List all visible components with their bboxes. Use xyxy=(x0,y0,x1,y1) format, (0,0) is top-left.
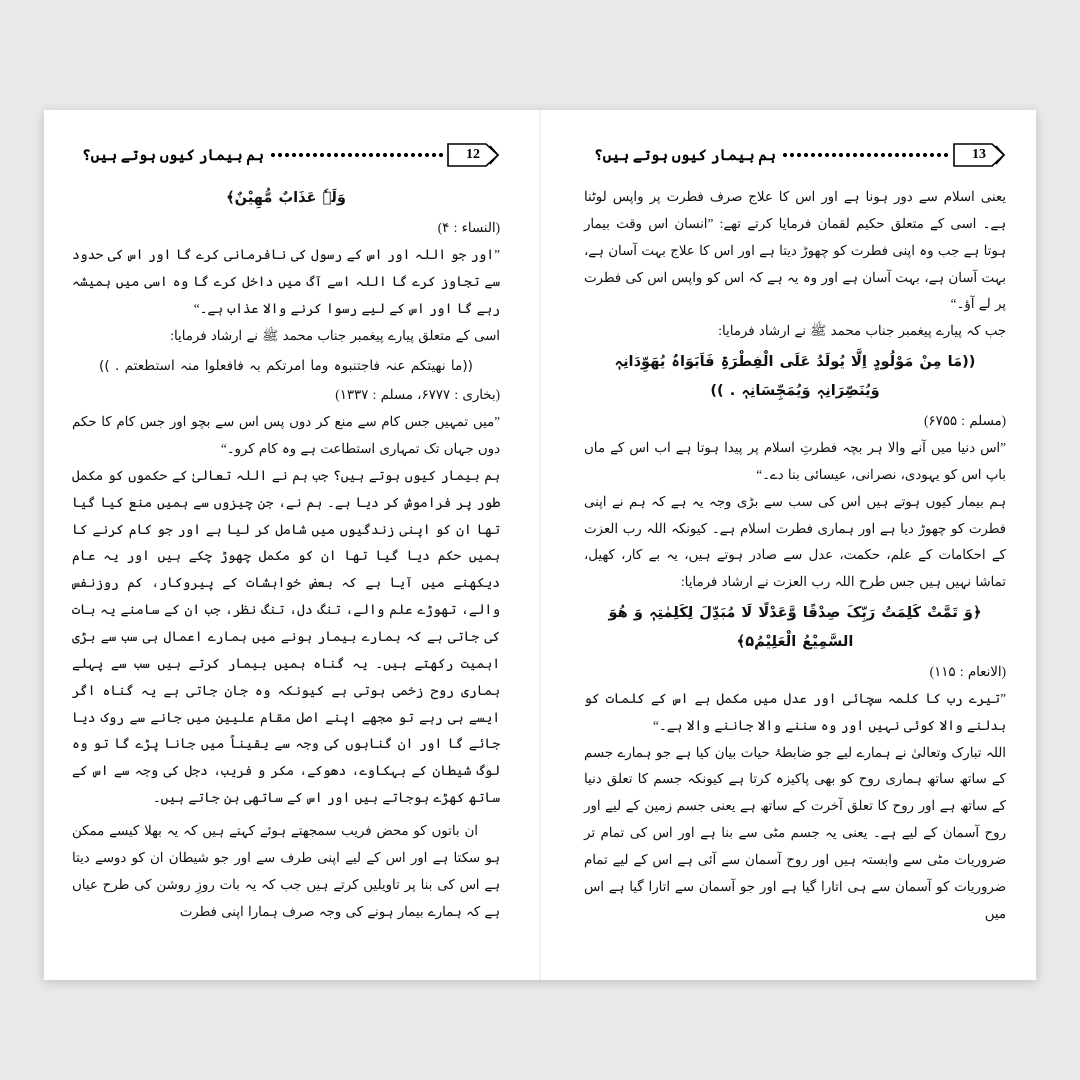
paragraph: ہم بیمار کیوں ہوتے ہیں اس کی سب سے بڑی وجہ یہ ہے کہ ہم نے اپنی فطرت کو چھوڑ دیا ہے اور ہماری فطرت اسلام ہے۔ کیونکہ اللہ رب العزت کے احکامات کے علم، حکمت، عدل سے صادر ہوتے ہیں، یہ بے کار، کھیل، تماشا نہیں ہیں جس طرح اللہ رب العزت نے ارشاد فرمایا: xyxy=(584,493,1006,590)
quran-ayat: ﴿وَ تَمَّتْ کَلِمَتُ رَبِّکَ صِدْقًا وَّعَدْلًا لَا مُبَدِّلَ لِکَلِمٰتِہٖ وَ ھُوَ السَّمِیْعُ الْعَلِیْمُ۵﴾ xyxy=(608,604,982,650)
paragraph: ہم بیمار کیوں ہوتے ہیں؟ جب ہم نے اللہ تعالیٰ کے حکموں کو مکمل طور پر فراموش کر دیا ہے۔ ہم نے، جن چیزوں سے ہمیں منع کیا گیا تھا ان کو اپنی زندگیوں میں شامل کر لیا ہے اور جو کام کرنے کا ہمیں حکم دیا گیا تھا ان کو مکمل چھوڑ چکے ہیں اور یہ عام دیکھنے میں آیا ہے کہ بعض خواہشات کے پیروکار، کم روزنفس والے، تھوڑے علم والے، تنگ دل، تنگ نظر، جب ان کے سامنے یہ بات کی جاتی ہے کہ ہمارے بیمار ہونے میں ہمارے اعمال ہی سب سے بڑی اہمیت رکھتے ہیں۔ یہ گناہ ہمیں بیمار کرتے ہیں سب سے پہلے ہماری روح زخمی ہوتی ہے کیونکہ وہ جان جاتی ہے یہ گناہ اگر ایسے ہی رہے تو مجھے اپنے اصل مقام علیین میں جانے سے روک دیا جائے گا اور ان گناہوں کی وجہ سے یقیناً میں جانا پڑے گا تو وہ لوگ شیطان کے بہکاوے، دھوکے، مکر و فریب، دجل کی وجہ سے اس کے ساتھ کھڑے ہوجاتے ہیں اور اس کے ساتھی بن جاتے ہیں۔ xyxy=(72,467,500,806)
page-number-13: 13 xyxy=(972,147,986,162)
page-header-13 xyxy=(584,138,1006,172)
paragraph: ان باتوں کو محض فریب سمجھتے ہوئے کہتے ہیں کہ یہ بھلا کیسے ممکن ہو سکتا ہے اور اس کے لیے اپنی طرف سے اور جو شیطان ان کو دوسے دیتا ہے اس کی بنا پر تاویلیں کرتے ہیں جب کہ یہ بات روزِ روشن کی طرح عیاں ہے کہ ہمارے بیمار ہونے کی وجہ صرف ہمارا اپنی فطرت xyxy=(72,823,500,919)
quran-ayat-top-translation: ”اور جو اللہ اور اس کے رسول کی نافرمانی کرے گا اور اس کی حدود سے تجاوز کرے گا اللہ اسے آگ میں داخل کرے گا وہ اسی میں ہمیشہ رہے گا اور اس کے لیے رسوا کرنے والا عذاب ہے۔“ xyxy=(72,247,500,317)
paragraph-lead: جب کہ پیارے پیغمبر جناب محمد ﷺ نے ارشاد فرمایا: xyxy=(718,323,1006,339)
running-title: ہم بیمار کیوں ہوتے ہیں؟ xyxy=(594,147,776,164)
hadith-reference-1: (بخاری : ۶۷۷۷، مسلم : ۱۳۳۷) xyxy=(335,387,500,403)
quran-ayat-top: وَلَہٗ عَذَابٌ مُّھِیْنٌ﴾ xyxy=(226,189,346,206)
paragraph-lead: اسی کے متعلق پیارے پیغمبر جناب محمد ﷺ نے ارشاد فرمایا: xyxy=(170,327,500,343)
running-title: ہم بیمار کیوں ہوتے ہیں؟ xyxy=(82,147,264,164)
page-number-badge xyxy=(446,140,500,170)
header-dot-rule xyxy=(270,146,444,164)
book-spread xyxy=(44,110,1036,980)
hadith-arabic-1: ((ما نھیتکم عنہ فاجتنبوہ وما امرتکم بہ فافعلوا منہ استطعتم . )) xyxy=(99,357,473,374)
hadith-translation-1: ”اس دنیا میں آنے والا ہر بچہ فطرتِ اسلام پر پیدا ہوتا ہے اب اس کے ماں باپ اس کو یہودی، نصرانی، عیسائی بنا دے۔“ xyxy=(584,439,1006,482)
paragraph: اللہ تبارک وتعالیٰ نے ہمارے لیے جو ضابطۂ حیات بیان کیا ہے جو ہمارے جسم کے ساتھ ساتھ ہماری روح کو بھی پاکیزہ کرتا ہے کیونکہ جسم کا تعلق دنیا کے ساتھ ہے اور روح کا تعلق آخرت کے ساتھ ہے یعنی جسم زمین کے لیے اور روح آسمان کے لیے ہے۔ یعنی یہ جسم مٹی سے بنا ہے اور اس کی تمام تر ضروریات مٹی سے وابستہ ہیں اور روح آسمان سے آئی ہے اس کے لیے تمام ضروریات کو آسمان سے ہی اتارا گیا ہے اور جو آسمان سے اتارا گیا ہے اس میں xyxy=(584,744,1006,921)
page-12-body xyxy=(72,184,500,925)
quran-ayat-translation: ”تیرے رب کا کلمہ سچائی اور عدل میں مکمل ہے اس کے کلمات کو بدلنے والا کوئی نہیں اور وہ سننے والا جاننے والا ہے۔“ xyxy=(584,690,1006,733)
quran-ayat-top-reference: (النساء : ۴) xyxy=(437,220,500,236)
page-13-body xyxy=(584,184,1006,928)
hadith-translation-1: ”میں تمہیں جس کام سے منع کر دوں پس اس سے بچو اور جس کام کا حکم دوں جہاں تک تمہاری استطاعت ہے وہ کام کرو۔“ xyxy=(72,414,500,456)
paragraph: یعنی اسلام سے دور ہونا ہے اور اس کا علاج صرف فطرت پر واپس لوٹنا ہے۔ اسی کے متعلق حکیم لقمان فرمایا کرتے تھے: ”انسان اس وقت بیمار ہوتا ہے جب وہ اپنی فطرت کو چھوڑ دیتا ہے اور اس کا علاج بہت آسان ہے، بہت آسان ہے، بہت آسان ہے اور وہ یہ ہے کہ اس کو واپس اس کی فطرت پر لے آؤ۔“ xyxy=(584,189,1006,312)
page-header-12 xyxy=(72,138,500,172)
hadith-reference-1: (مسلم : ۶۷۵۵) xyxy=(923,413,1006,429)
page-number-12: 12 xyxy=(466,147,480,162)
quran-ayat-reference: (الانعام : ۱۱۵) xyxy=(929,663,1006,679)
page-12 xyxy=(44,110,540,980)
hadith-arabic-1: ((مَا مِنْ مَوْلُودٍ اِلَّا یُولَدُ عَلَی الْفِطْرَۃِ فَاَبَوَاہُ یُھَوِّدَانِہٖ وَیُنَصِّرَانِہٖ وَیُمَجِّسَانِہٖ . )) xyxy=(614,353,976,399)
header-dot-rule xyxy=(782,146,950,164)
page-13 xyxy=(540,110,1036,980)
page-number-badge xyxy=(952,140,1006,170)
